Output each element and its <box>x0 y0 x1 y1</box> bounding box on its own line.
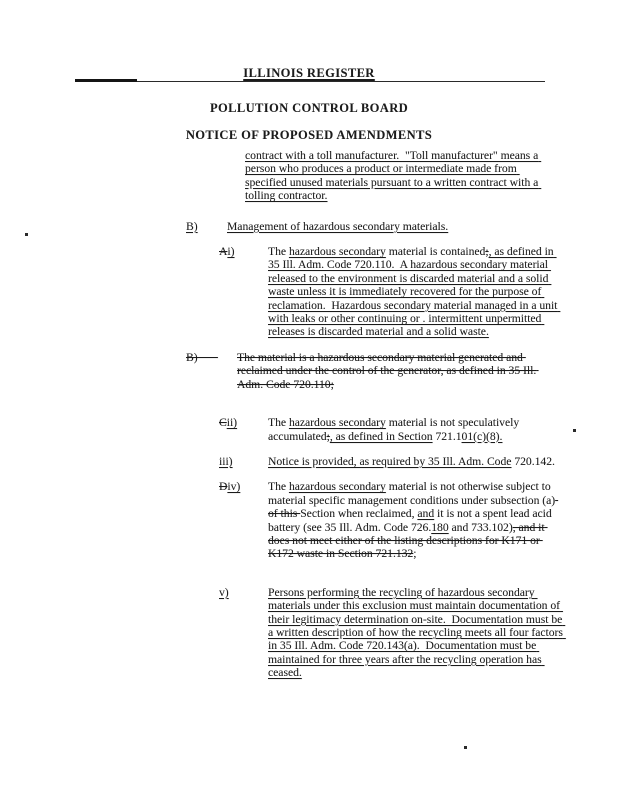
register-title: ILLINOIS REGISTER <box>243 66 375 80</box>
board-name: POLLUTION CONTROL BOARD <box>209 101 409 115</box>
text-segment: of this <box>268 493 559 521</box>
item-text <box>237 351 555 391</box>
text-segment: A <box>219 245 228 259</box>
text-segment: ; <box>326 429 330 443</box>
item-iii <box>219 455 618 468</box>
scan-artifact-dot <box>573 429 576 432</box>
item-iv <box>219 480 618 560</box>
text-segment: , as defined in Section <box>329 429 433 443</box>
document-body <box>0 149 618 680</box>
section-B-heading <box>186 220 618 233</box>
item-marker <box>186 351 237 391</box>
text-segment: it is not a spent lead acid battery (see 35 Ill. Adm. Code 726. <box>268 507 555 534</box>
text-segment: hazardous secondary <box>288 416 386 430</box>
text-segment: The <box>268 245 289 259</box>
item-text <box>268 245 564 339</box>
text-segment: hazardous secondary <box>288 480 386 494</box>
text-segment: Section when reclaimed, <box>300 507 418 521</box>
item-marker <box>186 220 227 233</box>
text-segment: hazardous secondary <box>288 245 386 259</box>
scan-artifact-dot <box>464 746 467 749</box>
item-marker <box>219 586 268 680</box>
text-segment: 721.1 <box>432 429 462 443</box>
text-segment: ; <box>413 547 417 561</box>
text-segment: B) <box>186 350 218 364</box>
item-text <box>227 220 549 233</box>
text-segment: and 733.102) <box>448 520 513 534</box>
item-v <box>219 586 618 680</box>
text-segment: Notice is provided, as required by 35 Ill. Adm. Code <box>268 454 512 468</box>
deleted-section-B <box>186 351 618 391</box>
text-segment: material is not speculatively accumulated <box>268 416 523 443</box>
text-segment: 720.142. <box>511 454 555 468</box>
text-segment: The <box>268 480 289 494</box>
notice-title: NOTICE OF PROPOSED AMENDMENTS <box>185 128 433 142</box>
text-segment: contract with a toll manufacturer. "Toll manufacturer" means a person who produces a product or intermediate made from specified unused materials pursuant to a written contract with a tolling contractor. <box>245 149 542 203</box>
text-segment: material is not otherwise subject to material specific management conditions under subsection (a) <box>268 480 556 507</box>
text-segment: Management of hazardous secondary materials. <box>227 219 449 233</box>
header-rule <box>75 81 545 82</box>
text-segment: 01(c)(8). <box>461 429 503 443</box>
item-text <box>268 416 564 443</box>
text-segment: iv) <box>227 480 241 494</box>
item-marker <box>219 455 268 468</box>
header-rule-left-segment <box>75 79 137 82</box>
text-segment: , as defined in 35 Ill. Adm. Code 720.110. A hazardous secondary material released to the environment is discarded material and a solid waste unless it is immediately recovered for the purpose of reclamation. Hazardous secondary material managed in a unit with leaks or other continuing or . intermittent unpermitted releases is discarded material and a solid waste. <box>268 245 561 339</box>
text-segment: v) <box>219 585 229 599</box>
text-segment: ii) <box>226 416 238 430</box>
text-segment: and <box>417 507 435 521</box>
amendment-items <box>0 220 618 680</box>
text-segment: The <box>268 416 289 430</box>
intro-paragraph <box>245 149 559 203</box>
text-segment: , and it does not meet either of the listing descriptions for K171 or K172 waste in Section 721.132 <box>268 520 548 561</box>
text-segment: ; <box>485 245 489 259</box>
text-segment: material is contained <box>385 245 486 259</box>
item-ii <box>219 416 618 443</box>
text-segment: 180 <box>431 520 449 534</box>
text-segment: The material is a hazardous secondary material generated and reclaimed under the control of the generator, as defined in 35 Ill. Adm. Code 720.110; <box>237 350 539 391</box>
item-text <box>268 586 564 680</box>
item-marker <box>219 480 268 560</box>
text-segment: D <box>219 480 228 494</box>
text-segment: i) <box>227 245 235 259</box>
text-segment: Persons performing the recycling of hazardous secondary materials under this exclusion must maintain documentation of their legitimacy determination on-site. Documentation must be a written description of how the recycling meets all four factors in 35 Ill. Adm. Code 720.143(a). Documentation must be maintained for three years after the recycling operation has ceased. <box>268 585 566 680</box>
item-marker <box>219 416 268 443</box>
item-text <box>268 480 564 560</box>
text-segment: C <box>219 416 227 430</box>
scan-artifact-dot <box>25 233 28 236</box>
item-marker <box>219 245 268 339</box>
text-segment: iii) <box>219 454 233 468</box>
item-text <box>268 455 564 468</box>
item-i <box>219 245 618 339</box>
text-segment: B) <box>186 219 198 233</box>
